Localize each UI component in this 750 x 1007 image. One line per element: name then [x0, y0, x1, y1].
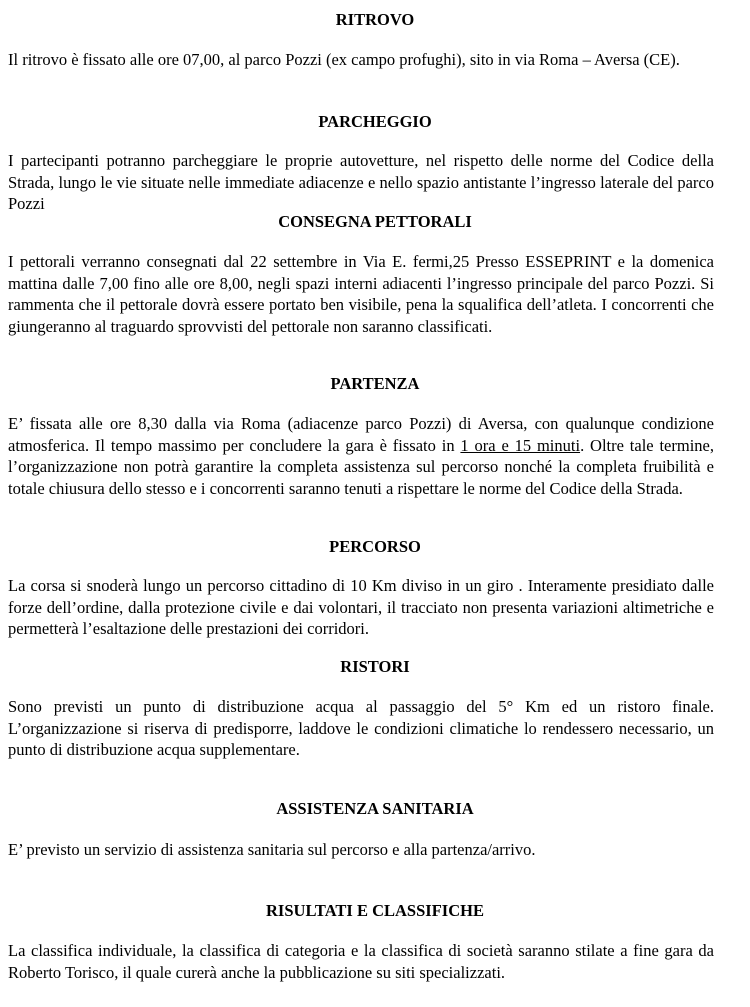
heading-ristori: RISTORI [340, 657, 410, 676]
heading-partenza: PARTENZA [330, 374, 420, 393]
partenza-max-time: 1 ora e 15 minuti [460, 435, 581, 455]
heading-percorso: PERCORSO [329, 537, 421, 556]
paragraph-partenza [8, 413, 714, 499]
paragraph-risultati-classifiche: La classifica individuale, la classifica di categoria e la classifica di società saranno stilate a fine gara da Roberto Torisco, il quale curerà anche la pubblicazione su siti specializzati. [8, 941, 714, 982]
heading-ritrovo: RITROVO [335, 10, 415, 29]
partenza-text-after: . Oltre tale termine, l’organizzazione non potrà garantire la completa assistenza sul percorso nonché la completa fruibilità e totale chiusura dello stesso e i concorrenti saranno tenuti a rispettare le norme del Codice della Strada. [8, 435, 714, 498]
heading-consegna-pettorali: CONSEGNA PETTORALI [278, 212, 472, 231]
paragraph-parcheggio: I partecipanti potranno parcheggiare le proprie autovetture, nel rispetto delle norme del Codice della Strada, lungo le vie situate nelle immediate adiacenze e nello spazio antistante l’ingresso laterale del parco Pozzi [8, 151, 714, 213]
paragraph-consegna-pettorali: I pettorali verranno consegnati dal 22 settembre in Via E. fermi,25 Presso ESSEPRINT e la domenica mattina dalle 7,00 fino alle ore 8,00, negli spazi interni adiacenti l’ingresso principale del parco Pozzi. Si rammenta che il pettorale dovrà essere portato ben visibile, pena la squalifica dell’atleta. I concorrenti che giungeranno al traguardo sprovvisti del pettorale non saranno classificati. [8, 252, 714, 336]
heading-risultati-classifiche: RISULTATI E CLASSIFICHE [266, 901, 484, 920]
partenza-text-before: E’ fissata alle ore 8,30 dalla via Roma (adiacenze parco Pozzi) di Aversa, con qualunque condizione atmosferica. Il tempo massimo per concludere la gara è fissato in [8, 414, 714, 455]
paragraph-ristori: Sono previsti un punto di distribuzione acqua al passaggio del 5° Km ed un ristoro finale. L’organizzazione si riserva di predisporre, laddove le condizioni climatiche lo rendessero necessario, un punto di distribuzione acqua supplementare. [8, 697, 714, 759]
heading-assistenza-sanitaria: ASSISTENZA SANITARIA [276, 799, 474, 818]
paragraph-percorso: La corsa si snoderà lungo un percorso cittadino di 10 Km diviso in un giro . Interamente presidiato dalle forze dell’ordine, dalla protezione civile e dai volontari, il tracciato non presenta variazioni altimetriche e permetterà l’esaltazione delle prestazioni dei corridori. [8, 576, 714, 638]
heading-parcheggio: PARCHEGGIO [318, 112, 432, 131]
paragraph-ritrovo: Il ritrovo è fissato alle ore 07,00, al parco Pozzi (ex campo profughi), sito in via Roma – Aversa (CE). [8, 50, 680, 69]
paragraph-assistenza-sanitaria: E’ previsto un servizio di assistenza sanitaria sul percorso e alla partenza/arrivo. [8, 840, 536, 859]
